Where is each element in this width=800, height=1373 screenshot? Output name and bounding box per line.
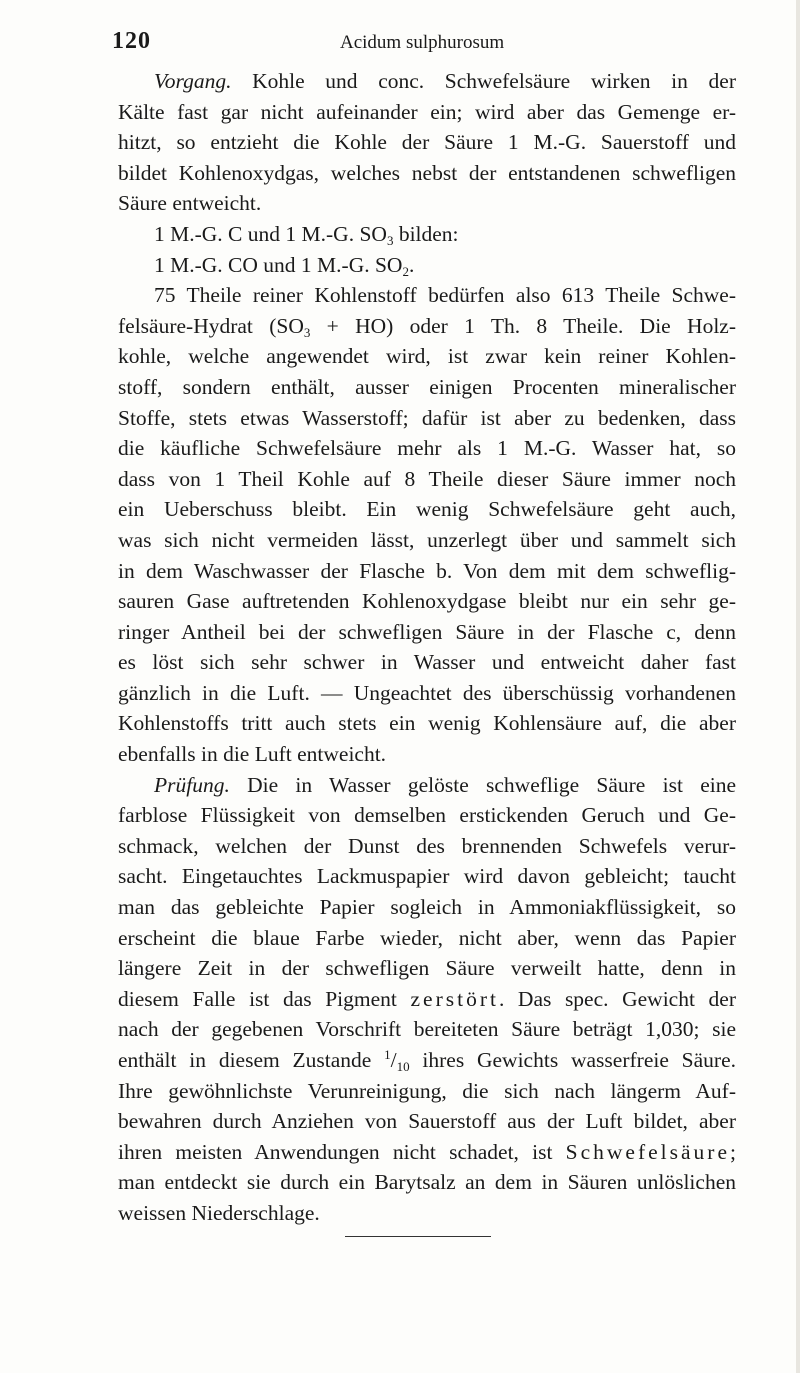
text-line: die käufliche Schwefelsäure mehr als 1 M.-G. Wasser hat, so — [118, 436, 736, 461]
text-line: erscheint die blaue Farbe wieder, nicht aber, wenn das Papier — [118, 925, 736, 950]
running-title: Acidum sulphurosum — [340, 32, 505, 53]
text-line: längere Zeit in der schwefligen Säure verweilt hatte, denn in — [118, 956, 736, 981]
end-rule — [345, 1236, 491, 1237]
text-line: Vorgang. Kohle und conc. Schwefelsäure wirken in der — [154, 69, 736, 93]
text-line: schmack, welchen der Dunst des brennenden Schwefels verur- — [118, 833, 736, 858]
text-line: weissen Niederschlage. — [118, 1200, 320, 1225]
formula-line: 1 M.-G. CO und 1 M.-G. $SO_2$. — [154, 252, 415, 279]
section-label-vorgang: Vorgang. — [154, 69, 232, 93]
text-line: hitzt, so entzieht die Kohle der Säure 1 M.-G. Sauerstoff und — [118, 130, 736, 155]
text-line: Ihre gewöhnlichste Verunreinigung, die sich nach längerm Auf- — [118, 1078, 736, 1103]
text-line: kohle, welche angewendet wird, ist zwar kein reiner Kohlen- — [118, 344, 736, 369]
text-line: nach der gegebenen Vorschrift bereiteten Säure beträgt 1,030; sie — [118, 1017, 736, 1042]
text-line: Säure entweicht. — [118, 191, 262, 216]
text-line: diesem Falle ist das Pigment zerstört. Das spec. Gewicht der — [118, 986, 736, 1011]
text-line: was sich nicht vermeiden lässt, unzerlegt über und sammelt sich — [118, 527, 736, 552]
text-line: es löst sich sehr schwer in Wasser und entweicht daher fast — [118, 650, 736, 675]
body-text — [118, 66, 736, 1229]
text-line: in dem Waschwasser der Flasche b. Von dem mit dem schweflig- — [118, 558, 736, 583]
text-line: Stoffe, stets etwas Wasserstoff; dafür ist aber zu bedenken, dass — [118, 405, 736, 430]
text-line: sauren Gase auftretenden Kohlenoxydgase bleibt nur ein sehr ge- — [118, 589, 736, 614]
section-label-pruefung: Prüfung. — [154, 772, 230, 797]
text-line: man das gebleichte Papier sogleich in Ammoniakflüssigkeit, so — [118, 895, 736, 920]
text-line: ringer Antheil bei der schwefligen Säure in der Flasche c, denn — [118, 619, 736, 644]
text-line: stoff, sondern enthält, ausser einigen Procenten mineralischer — [118, 374, 736, 399]
text-line: Prüfung. Die in Wasser gelöste schweflige Säure ist eine — [154, 772, 737, 797]
formula-line: 1 M.-G. C und 1 M.-G. $SO_3$ bilden: — [154, 221, 459, 248]
spaced-emphasis: Schwefelsäure — [565, 1139, 731, 1164]
text-line: gänzlich in die Luft. — Ungeachtet des überschüssig vorhandenen — [118, 680, 736, 705]
text-line: ein Ueberschuss bleibt. Ein wenig Schwefelsäure geht auch, — [118, 497, 736, 522]
text-line: Kälte fast gar nicht aufeinander ein; wird aber das Gemenge er- — [118, 99, 736, 124]
page-number: 120 — [112, 28, 151, 54]
text-line: farblose Flüssigkeit von demselben erstickenden Geruch und Ge- — [118, 803, 736, 828]
page-edge — [796, 0, 800, 1373]
text-line: ebenfalls in die Luft entweicht. — [118, 742, 387, 767]
text-line: felsäure-Hydrat $(SO_3 + HO)$ oder 1 Th. 8 Theile. Die Holz- — [118, 313, 736, 340]
spaced-emphasis: zerstört — [410, 986, 499, 1011]
text-line: sacht. Eingetauchtes Lackmuspapier wird davon gebleicht; taucht — [118, 864, 736, 889]
text-line: 75 Theile reiner Kohlenstoff bedürfen also 613 Theile Schwe- — [154, 283, 736, 308]
text-line: bildet Kohlenoxydgas, welches nebst der entstandenen schwefligen — [118, 160, 736, 185]
text-line: bewahren durch Anziehen von Sauerstoff aus der Luft bildet, aber — [118, 1109, 736, 1134]
text-line: enthält in diesem Zustande $^1/_{10}$ ihres Gewichts wasserfreie Säure. — [118, 1047, 736, 1074]
text-line: Kohlenstoffs tritt auch stets ein wenig Kohlensäure auf, die aber — [118, 711, 736, 736]
text-line: man entdeckt sie durch ein Barytsalz an dem in Säuren unlöslichen — [118, 1170, 736, 1195]
page-header — [112, 28, 712, 58]
text-line: dass von 1 Theil Kohle auf 8 Theile dieser Säure immer noch — [118, 466, 736, 491]
text-line: ihren meisten Anwendungen nicht schadet, ist Schwefelsäure; — [118, 1139, 736, 1164]
